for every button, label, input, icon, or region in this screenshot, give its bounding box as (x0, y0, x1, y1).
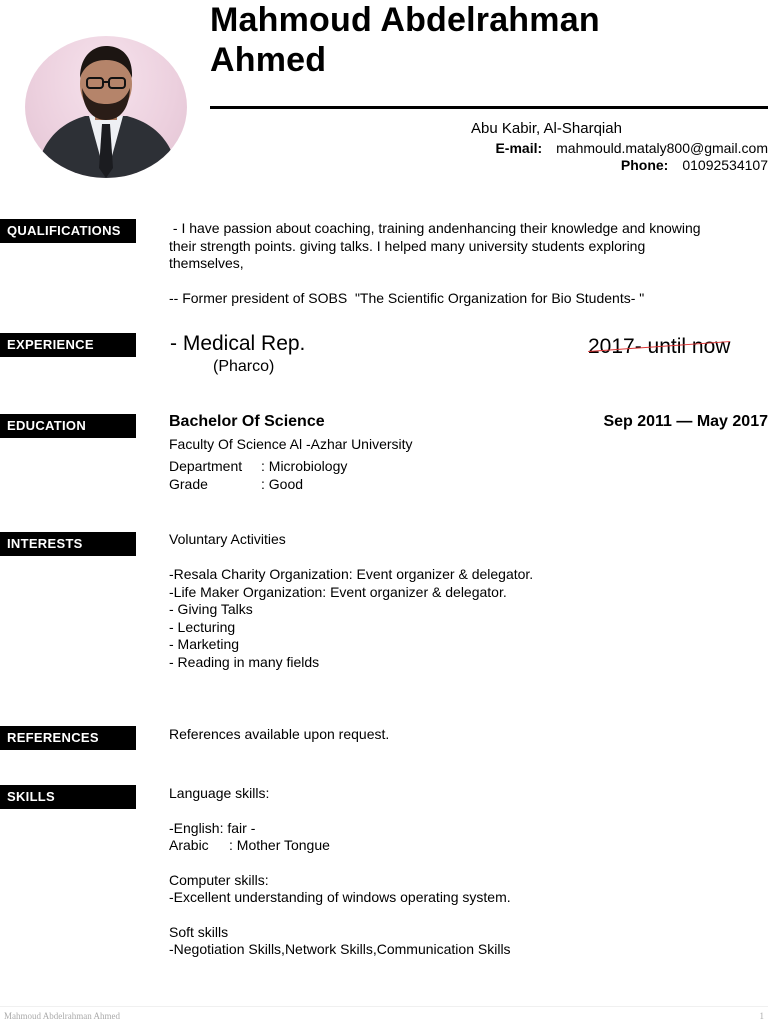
grade-value: : Good (261, 476, 304, 492)
qualifications-line-3: themselves, (169, 255, 244, 271)
section-label-skills: SKILLS (0, 785, 136, 809)
name-line-1: Mahmoud Abdelrahman (210, 1, 600, 39)
qualifications-line-4: -- Former president of SOBS "The Scientific Organization for Bio Students- " (169, 289, 645, 306)
arabic-skill-row (169, 837, 511, 855)
email-label: E-mail: (495, 140, 543, 156)
arabic-label: Arabic (169, 837, 209, 853)
profile-photo (25, 36, 187, 178)
list-item: - Marketing (169, 636, 240, 652)
header-divider (210, 106, 768, 109)
email-row (495, 140, 768, 156)
list-item: -Life Maker Organization: Event organizer & delegator. (169, 583, 507, 600)
references-text: References available upon request. (169, 726, 390, 742)
section-label-experience: EXPERIENCE (0, 333, 136, 357)
qualifications-body (169, 220, 764, 307)
section-label-references: REFERENCES (0, 726, 136, 750)
list-item: - Giving Talks (169, 601, 253, 617)
section-label-education: EDUCATION (0, 414, 136, 438)
footer-divider (0, 1006, 768, 1007)
name-line-2: Ahmed (210, 41, 327, 79)
phone-row (621, 157, 768, 173)
list-item: -Resala Charity Organization: Event organizer & delegator. (169, 566, 534, 582)
arabic-value: : Mother Tongue (229, 837, 330, 853)
skills-body (169, 785, 511, 959)
education-dates: Sep 2011 — May 2017 (603, 413, 768, 430)
english-skill: -English: fair - (169, 819, 256, 836)
soft-skill: -Negotiation Skills,Network Skills,Communication Skills (169, 941, 511, 957)
phone-label: Phone: (620, 157, 669, 173)
phone-value: 01092534107 (682, 157, 768, 173)
education-faculty: Faculty Of Science Al -Azhar University (169, 436, 413, 452)
list-item: - Lecturing (169, 618, 236, 635)
computer-skills-heading: Computer skills: (169, 871, 269, 888)
section-label-interests: INTERESTS (0, 532, 136, 556)
experience-company: (Pharco) (213, 358, 275, 375)
email-value[interactable]: mahmould.mataly800@gmail.com (556, 140, 768, 156)
education-grade-row (169, 476, 303, 494)
list-item: - Reading in many fields (169, 653, 320, 670)
interests-heading: Voluntary Activities (169, 531, 286, 547)
education-degree: Bachelor Of Science (169, 413, 325, 430)
interests-list (169, 566, 533, 671)
address: Abu Kabir, Al-Sharqiah (471, 120, 622, 137)
experience-role: - Medical Rep. (170, 332, 306, 355)
experience-period (588, 335, 730, 359)
education-department-row (169, 458, 347, 476)
page-number: 1 (759, 1011, 764, 1021)
soft-skills-heading: Soft skills (169, 923, 229, 940)
qualifications-line-1: - I have passion about coaching, training andenhancing their knowledge and knowing (169, 220, 701, 236)
footer-name: Mahmoud Abdelrahman Ahmed (4, 1011, 120, 1021)
grade-label: Grade (169, 476, 208, 492)
language-skills-heading: Language skills: (169, 785, 270, 801)
computer-skill: -Excellent understanding of windows operating system. (169, 889, 511, 905)
department-label: Department (169, 458, 243, 474)
department-value: : Microbiology (261, 458, 348, 474)
experience-period-text: 2017- until now (588, 335, 731, 358)
qualifications-line-2: their strength points. giving talks. I helped many university students exploring (169, 237, 646, 254)
candidate-name (210, 0, 600, 80)
section-label-qualifications: QUALIFICATIONS (0, 219, 136, 243)
profile-photo-illustration (25, 36, 187, 178)
